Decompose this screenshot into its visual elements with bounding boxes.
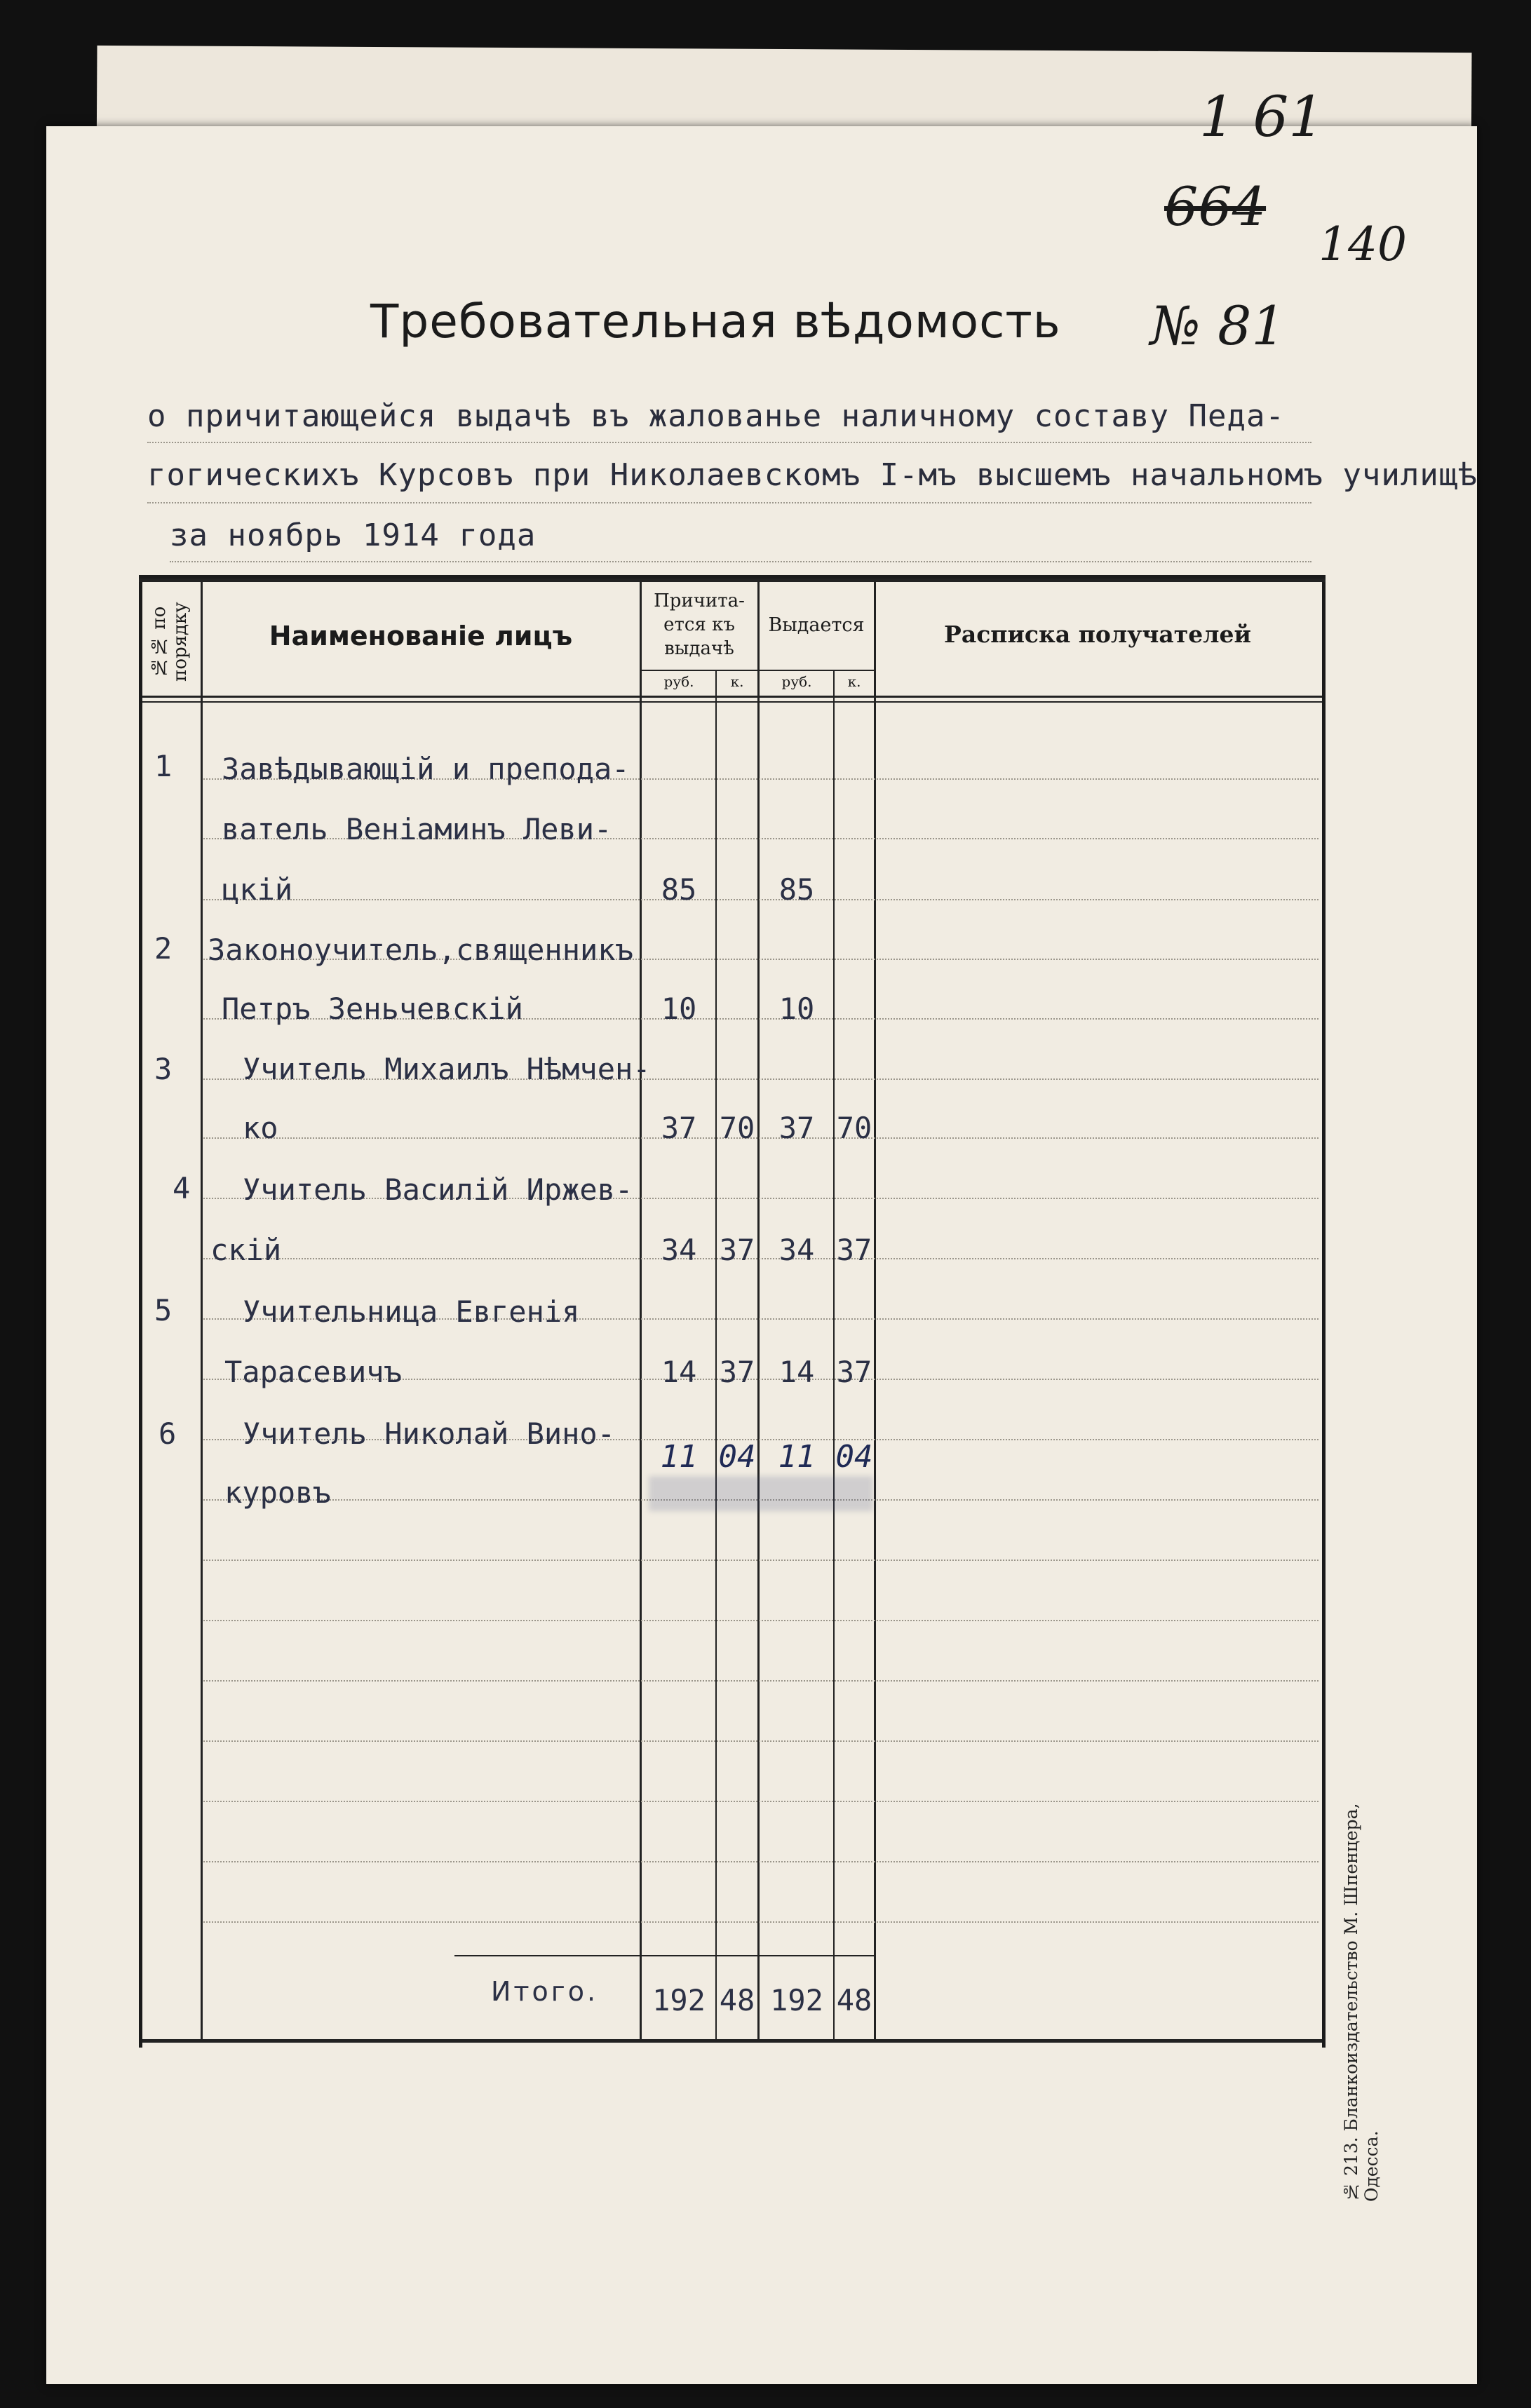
row-rule: [203, 1921, 1318, 1923]
row-number: 3: [154, 1052, 173, 1086]
issued-kop-value: 37: [836, 1233, 872, 1267]
subheader-line: [640, 670, 874, 671]
printer-imprint: № 213. Бланкоиздательство М. Шпенцера, Одесса.: [1341, 1803, 1382, 2202]
row-name-line: Петръ Зеньчевскій: [222, 992, 523, 1026]
issued-rub-value: 14: [778, 1355, 815, 1389]
due-kop-value: 37: [719, 1355, 755, 1389]
header-receipt: Расписка получателей: [944, 621, 1251, 648]
header-issued-rub: руб.: [781, 673, 812, 690]
row-rule: [203, 1680, 1318, 1682]
issued-kop-value: 37: [836, 1355, 872, 1389]
col-line-1: [201, 582, 203, 2041]
handwritten-right-number: 140: [1318, 217, 1407, 271]
due-rub-value: 10: [661, 992, 697, 1026]
row-number: 4: [173, 1171, 191, 1205]
col-line-6: [874, 582, 876, 2041]
row-name-line: Завѣдывающій и препода-: [222, 752, 630, 786]
total-issued-kop: 48: [836, 1983, 872, 2017]
issued-rub-value: 34: [778, 1233, 815, 1267]
total-due-rub: 192: [652, 1983, 706, 2017]
row-name-line: куровъ: [224, 1475, 331, 1510]
handwritten-top-number: 1 61: [1199, 84, 1325, 149]
header-due: Причита-ется къ выдачѣ: [654, 590, 745, 659]
issued-kop-value: 70: [836, 1111, 872, 1145]
row-rule: [203, 1801, 1318, 1802]
row-name-line: ко: [243, 1111, 278, 1145]
row-name-line: Законоучитель,священникъ: [208, 933, 633, 967]
row-name-line: Учительница Евгенія: [243, 1294, 580, 1329]
header-issued-kop: к.: [847, 673, 861, 690]
col-line-2: [640, 582, 642, 2041]
issued-rub-value: 85: [778, 872, 815, 907]
due-rub-handwritten: 11: [660, 1439, 698, 1475]
row-name-line: Учитель Николай Вино-: [243, 1416, 616, 1451]
header-due-rub: руб.: [663, 673, 694, 690]
due-rub-value: 14: [661, 1355, 697, 1389]
due-rub-value: 34: [661, 1233, 697, 1267]
page-title: Требовательная вѣдомость: [370, 295, 1061, 349]
col-line-4: [757, 582, 760, 2041]
subtitle-underline-2: [147, 502, 1311, 503]
header-name: Наименованіе лицъ: [269, 621, 573, 651]
row-number: 5: [154, 1293, 173, 1327]
due-kop-value: 37: [719, 1233, 755, 1267]
subtitle-line-3: за ноябрь 1914 года: [170, 518, 537, 553]
table-top-border: [139, 579, 1326, 582]
due-rub-value: 37: [661, 1111, 697, 1145]
header-due-kop: к.: [730, 673, 744, 690]
handwritten-doc-number: № 81: [1150, 295, 1286, 357]
row-name-line: ватель Веніаминъ Леви-: [222, 812, 612, 846]
issued-rub-value: 10: [778, 992, 815, 1026]
total-label: Итого.: [491, 1976, 599, 2007]
row-rule: [203, 1620, 1318, 1621]
due-rub-value: 85: [661, 872, 697, 907]
total-line: [454, 1955, 875, 1956]
subtitle-line-2: гогическихъ Курсовъ при Николаевскомъ I-мъ высшемъ начальномъ училищѣ: [147, 457, 1478, 493]
due-kop-handwritten: 04: [718, 1439, 756, 1475]
subtitle-line-1: о причитающейся выдачѣ въ жалованье наличному составу Педа-: [147, 398, 1285, 434]
due-kop-value: 70: [719, 1111, 755, 1145]
row-rule: [203, 1861, 1318, 1862]
issued-kop-handwritten: 04: [835, 1439, 873, 1475]
ink-smudge: [649, 1476, 873, 1511]
table-bottom-line: [142, 2039, 1322, 2043]
header-bottom-line-2: [142, 701, 1322, 703]
row-rule: [203, 1740, 1318, 1742]
handwritten-crossed-number: 664: [1164, 175, 1267, 238]
row-name-line: Учитель Василій Иржев-: [243, 1172, 633, 1207]
row-number: 6: [159, 1416, 177, 1451]
row-number: 2: [154, 931, 173, 966]
total-due-kop: 48: [719, 1983, 755, 2017]
subtitle-underline-3: [170, 561, 1311, 562]
row-number: 1: [154, 749, 173, 783]
row-name-line: Тарасевичъ: [224, 1355, 402, 1389]
issued-rub-value: 37: [778, 1111, 815, 1145]
row-rule: [203, 1560, 1318, 1561]
row-name-line: Учитель Михаилъ Нѣмчен-: [243, 1052, 651, 1086]
header-issued: Выдается: [768, 614, 865, 636]
header-bottom-line: [142, 696, 1322, 698]
header-number: №№ по порядку: [149, 602, 191, 682]
subtitle-underline-1: [147, 442, 1311, 443]
total-issued-rub: 192: [770, 1983, 823, 2017]
row-name-line: цкій: [222, 872, 293, 907]
issued-rub-handwritten: 11: [778, 1439, 816, 1475]
row-name-line: скій: [210, 1233, 282, 1267]
